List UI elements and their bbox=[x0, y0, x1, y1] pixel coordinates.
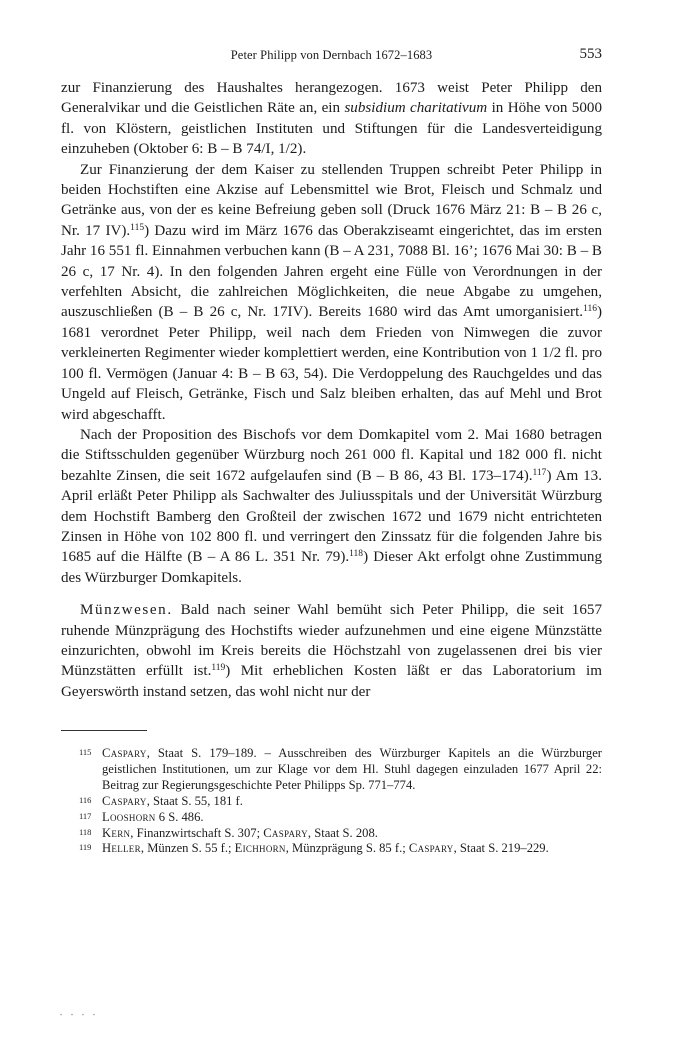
footnote-117 bbox=[61, 810, 602, 826]
paragraph-2 bbox=[61, 160, 602, 425]
main-text bbox=[61, 78, 602, 702]
footnote-text: , Finanzwirtschaft S. 307; bbox=[130, 825, 264, 840]
footnote-number: 117 bbox=[79, 810, 92, 821]
footnote-divider bbox=[61, 730, 147, 731]
footnote-text: 6 S. 486. bbox=[155, 809, 204, 824]
paragraph-3-text-a: Nach der Proposition des Bischofs vor dem Domkapitel vom 2. Mai 1680 betragen die Stiftsschulden gegenüber Würzburg noch 261 000 fl. Kapital und 182 000 fl. nicht bezahlte Zinsen, die seit 1672 aufgelaufen sind (B – B 86, 43 Bl. 173–174). bbox=[61, 426, 602, 484]
footnote-ref-115[interactable]: 115 bbox=[130, 222, 145, 233]
running-title: Peter Philipp von Dernbach 1672–1683 bbox=[230, 48, 433, 62]
paragraph-1-text-a: zur Finanzierung des Haushaltes herangezogen. 1673 weist Peter Philipp den Generalvikar und die Geistlichen Räte an, ein bbox=[61, 80, 602, 117]
footnote-author: Looshorn bbox=[102, 809, 156, 824]
footnote-author: Caspary bbox=[263, 825, 308, 840]
footnote-number: 119 bbox=[79, 842, 92, 853]
scan-speck-marks bbox=[59, 1013, 99, 1016]
footnote-ref-116[interactable]: 116 bbox=[583, 304, 597, 315]
footnote-text: , Staat S. 219–229. bbox=[453, 841, 549, 856]
footnote-author: Caspary bbox=[102, 793, 147, 808]
paragraph-4 bbox=[61, 600, 602, 702]
paragraph-4-text-b: ) Mit erheblichen Kosten läßt er das Laboratorium im Geyerswörth instand setzen, das wohl nicht nur der bbox=[61, 663, 602, 700]
paragraph-3 bbox=[61, 425, 602, 588]
footnote-text: , Staat S. 208. bbox=[307, 825, 378, 840]
paragraph-4-text-a: Bald nach seiner Wahl bemüht sich Peter Philipp, die seit 1657 ruhende Münzprägung des Hochstifts wieder aufzunehmen und eine eigene Münzstätte einzurichten, obwohl im Kreis bereits die Höchstzahl von zugelassenen drei bis vier Münzstätten erfüllt ist. bbox=[61, 602, 602, 680]
paragraph-3-text-c: ) Dieser Akt erfolgt ohne Zustimmung des Würzburger Domkapitels. bbox=[61, 549, 602, 586]
footnote-ref-119[interactable]: 119 bbox=[211, 663, 226, 674]
paragraph-3-text-b: ) Am 13. April erläßt Peter Philipp als Sachwalter des Juliusspitals und der Universität Würzburg dem Hochstift Bamberg den Großteil der zwischen 1672 und 1679 nicht entrichteten Zinsen in Höhe von 102 800 fl. und verringert den Zinssatz für die folgenden Jahre bis 1685 auf die Hälfte (B – A 86 L. 351 Nr. 79). bbox=[61, 467, 602, 566]
page-number: 553 bbox=[579, 46, 602, 62]
paragraph-1-emphasis: subsidium charitativum bbox=[344, 100, 488, 117]
footnote-number: 118 bbox=[79, 826, 92, 837]
paragraph-2-text-c: ) 1681 verordnet Peter Philipp, weil nach dem Frieden von Nimwegen die zuvor verkleinerten Regimenter wieder komplettiert werden, eine Kontribution von 1 1/2 fl. pro 100 fl. Vermögen (Januar 4: B – B 63, 54). Die Verdoppelung des Rauchgeldes und das Ungeld auf Fleisch, Getränke, Fisch und Salz bleiben erhalten, das auf Mehl und Brot wird abgeschafft. bbox=[61, 304, 602, 423]
footnote-116 bbox=[61, 794, 602, 810]
footnote-number: 115 bbox=[79, 747, 92, 757]
footnote-118 bbox=[61, 826, 602, 842]
footnote-text: , Münzen S. 55 f.; bbox=[140, 841, 235, 856]
footnote-ref-118[interactable]: 118 bbox=[349, 549, 364, 560]
footnote-text: , Staat S. 55, 181 f. bbox=[146, 793, 243, 808]
paragraph-2-text-b: ) Dazu wird im März 1676 das Oberakziseamt eingerichtet, das im ersten Jahr 16 551 fl. Einnahmen verbuchen kann (B – A 231, 7088 Bl. 16’; 1676 Mai 30: B – B 26 c, 17 Nr. 4). In den folgenden Jahren ergeht eine Fülle von Verordnungen in der verfehlten Absicht, die zahlreichen Möglichkeiten, die neue Abgabe zu umgehen, auszuschließen (B – B 26 c, Nr. 17IV). Bereits 1680 wird das Amt umorganisiert. bbox=[61, 222, 602, 321]
footnote-115 bbox=[61, 746, 602, 794]
footnote-ref-117[interactable]: 117 bbox=[532, 467, 547, 478]
footnote-author: Caspary bbox=[102, 746, 147, 760]
paragraph-1 bbox=[61, 78, 602, 160]
footnote-author: Eichhorn bbox=[234, 841, 286, 856]
paragraph-1-text-b: in Höhe von 5000 fl. von Klöstern, geistlichen Instituten und Stiftungen für die Landesverteidigung einzuheben (Oktober 6: B – B 74/I, 1/2). bbox=[61, 100, 602, 158]
footnote-number: 116 bbox=[79, 794, 92, 805]
footnote-author: Heller bbox=[102, 841, 141, 856]
footnote-author: Caspary bbox=[408, 841, 454, 856]
footnote-119 bbox=[61, 841, 602, 857]
footnote-text: , Münzprägung S. 85 f.; bbox=[285, 841, 409, 856]
paragraph-2-text-a: Zur Finanzierung der dem Kaiser zu stellenden Truppen schreibt Peter Philipp in beiden Hochstiften eine Akzise auf Lebensmittel wie Brot, Fleisch und Schmalz und Getränke aus, von der es keine Befreiung geben soll (Druck 1676 März 21: B – B 26 c, Nr. 17 IV). bbox=[61, 161, 602, 239]
section-heading-muenzwesen: Münzwesen. bbox=[80, 602, 173, 619]
footnotes bbox=[61, 746, 602, 857]
footnote-author: Kern bbox=[102, 825, 131, 840]
footnote-text: , Staat S. 179–189. – Ausschreiben des Würzburger Kapitels an die Würzburger geistlichen Institutionen, um zur Klage vor dem Hl. Stuhl dagegen einzuladen 1677 April 22: Beitrag zur Regierungsgeschichte Peter Philipps Sp. 771–774. bbox=[102, 746, 602, 792]
running-head bbox=[61, 46, 602, 66]
